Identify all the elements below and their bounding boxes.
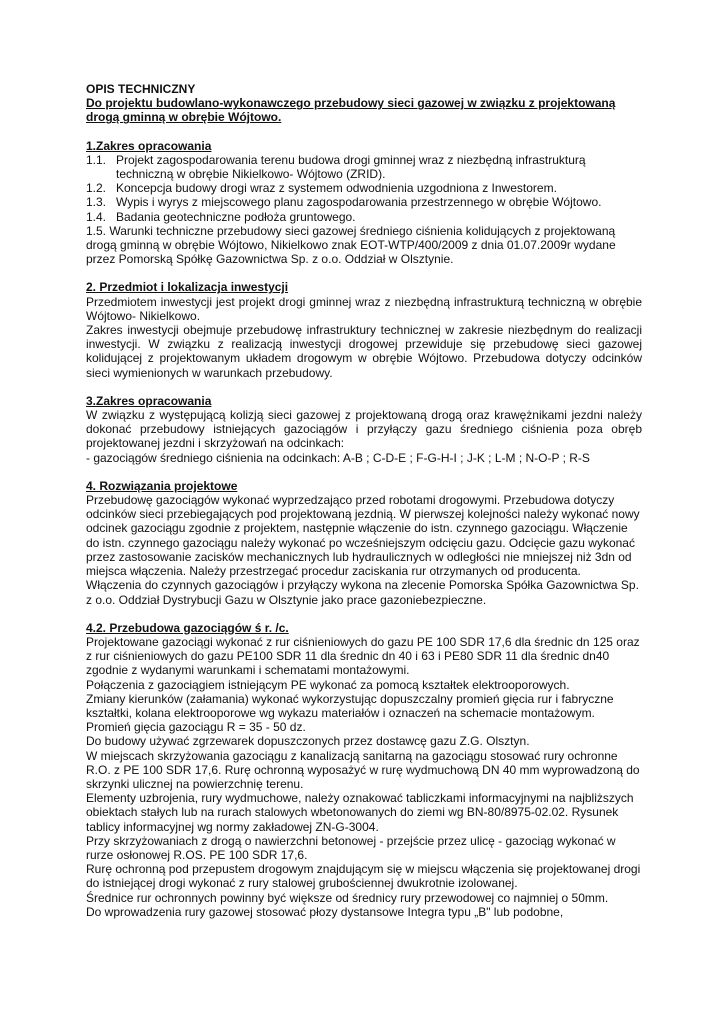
list-item-number: 1.2. [86, 181, 107, 196]
doc-subtitle-line2: drogą gminną w obrębie Wójtowo. [86, 110, 282, 125]
list-item-number: 1.4. [86, 209, 107, 224]
paragraph: Przy skrzyżowaniach z drogą o nawierzchni betonowej - przejście przez ulicę - gazociąg wykonać w rurze osłonowej R.OS. PE 100 SDR 17,6. [86, 833, 616, 862]
list-item [86, 195, 642, 209]
paragraph: Do wprowadzenia rury gazowej stosować płozy dystansowe Integra typu „B" lub podobne, [86, 904, 564, 919]
list-item-text: Projekt zagospodarowania terenu budowa drogi gminnej wraz z niezbędną infrastrukturą [116, 152, 586, 167]
doc-subtitle-line1: Do projektu budowlano-wykonawczego przebudowy sieci gazowej w związku z projektowaną [86, 96, 616, 111]
paragraph: Zakres inwestycji obejmuje przebudowę infrastruktury technicznej w zakresie niezbędnym do realizacji inwestycji. W związku z realizacją inwestycji drogowej przewiduje się przebudowę sieci gazowej kolidującej z projektowanym układem drogowym w obrębie Wójtowo. Przebudowa dotyczy odcinków sieci wymienionych w warunkach przebudowy. [86, 323, 642, 380]
paragraph: Promień gięcia gazociągu R = 35 - 50 dz. [86, 720, 306, 735]
list-item-text: Badania geotechniczne podłoża gruntowego. [116, 209, 356, 224]
paragraph: Zmiany kierunków (załamania) wykonać wykorzystując dopuszczalny promień gięcia rur i fabryczne kształtki, kolana elektrooporowe wg wykazu materiałów i oznaczeń na schemacie montażowym. [86, 691, 614, 720]
list-item [86, 181, 642, 195]
list-item-number: 1.1. [86, 152, 107, 167]
paragraph: W miejscach skrzyżowania gazociągu z kanalizacją sanitarną na gazociągu stosować rury ochronne R.O. z PE 100 SDR 17,6. Rurę ochronną wyposażyć w rurę wydmuchową DN 40 mm wyprowadzoną do skrzynki ulicznej na powierzchnię terenu. [86, 748, 640, 791]
section-4-title: 4. Rozwiązania projektowe [86, 478, 238, 493]
list-item [86, 153, 642, 167]
section-3-title: 3.Zakres opracowania [86, 393, 212, 408]
doc-title: OPIS TECHNICZNY [86, 82, 196, 96]
paragraph: Elementy uzbrojenia, rury wydmuchowe, należy oznakować tabliczkami informacyjnymi na najbliższych obiektach stałych lub na rurach stalowych wbetonowanych do ziemi wg BN-80/8975-02.02. Rysunek tablicy informacyjnej wg normy zakładowej ZN-G-3004. [86, 791, 634, 834]
list-item-text: Koncepcja budowy drogi wraz z systemem odwodnienia uzgodniona z Inwestorem. [116, 181, 557, 196]
document-page [86, 82, 642, 919]
paragraph: Rurę ochronną pod przepustem drogowym znajdującym się w miejscu włączenia się projektowanej drogi do istniejącej drogi wykonać z rury stalowej grubościennej dwukrotnie izolowanej. [86, 862, 641, 891]
list-item-continuation: techniczną w obrębie Nikielkowo- Wójtowo (ZRID). [116, 167, 386, 182]
paragraph: Przebudowę gazociągów wykonać wyprzedzająco przed robotami drogowymi. Przebudowa dotyczy odcinków sieci przebiegających pod projektowaną jezdnią. W pierwszej kolejności należy wykonać nowy odcinek gazociągu zgodnie z projektem, następnie włączenie do istn. czynnego gazociągu. Włączenie do istn. czynnego gazociągu należy wykonać po wcześniejszym odcięciu gazu. Odcięcie gazu wykonać przez zastosowanie zacisków mechanicznych lub hydraulicznych w odległości nie mniejszej niż 3dn od miejsca włączenia. Należy przestrzegać procedur zaciskania rur otrzymanych od producenta. [86, 493, 640, 579]
paragraph: Włączenia do czynnych gazociągów i przyłączy wykona na zlecenie Pomorska Spółka Gazownictwa Sp. z o.o. Oddział Dystrybucji Gazu w Olsztynie jako prace gazoniebezpieczne. [86, 578, 639, 607]
paragraph: - gazociągów średniego ciśnienia na odcinkach: A-B ; C-D-E ; F-G-H-I ; J-K ; L-M ; N-O-P ; R-S [86, 450, 590, 465]
section-1-title: 1.Zakres opracowania [86, 138, 212, 153]
section-2-title: 2. Przedmiot i lokalizacja inwestycji [86, 280, 289, 295]
paragraph: Projektowane gazociągi wykonać z rur ciśnieniowych do gazu PE 100 SDR 17,6 dla średnic dn 125 oraz z rur ciśnieniowych do gazu PE100 SDR 11 dla średnic dn 40 i 63 i PE80 SDR 11 dla średnic dn40 zgodnie z wydanymi warunkami i schematami montażowymi. [86, 634, 640, 678]
paragraph: Połączenia z gazociągiem istniejącym PE wykonać za pomocą kształtek elektrooporowych. [86, 677, 570, 692]
list-item-text: Wypis i wyrys z miejscowego planu zagospodarowania przestrzennego w obrębie Wójtowo. [116, 195, 602, 210]
list-item [86, 210, 642, 224]
paragraph: Przedmiotem inwestycji jest projekt drogi gminnej wraz z niezbędną infrastrukturą techniczną w obrębie Wójtowo- Nikielkowo. [86, 294, 642, 323]
paragraph: W związku z występującą kolizją sieci gazowej z projektowaną drogą oraz krawężnikami jezdni należy dokonać przebudowy istniejących gazociągów i przyłączy gazu średniego ciśnienia poza obręb projektowanej jezdni i skrzyżowań na odcinkach: [86, 408, 642, 451]
section-4-2-title: 4.2. Przebudowa gazociągów ś r. /c. [86, 620, 289, 635]
list-item-number: 1.3. [86, 195, 107, 210]
paragraph: Do budowy używać zgrzewarek dopuszczonych przez dostawcę gazu Z.G. Olsztyn. [86, 734, 530, 749]
list-item-1-5: 1.5. Warunki techniczne przebudowy sieci gazowej średniego ciśnienia kolidujących z projektowaną drogą gminną w obrębie Wójtowo, Nikielkowo znak EOT-WTP/400/2009 z dnia 01.07.2009r wydane przez Pomorską Spółkę Gazownictwa Sp. z o.o. Oddział w Olsztynie. [86, 223, 616, 267]
paragraph: Średnice rur ochronnych powinny być większe od średnicy rury przewodowej co najmniej o 50mm. [86, 890, 609, 905]
